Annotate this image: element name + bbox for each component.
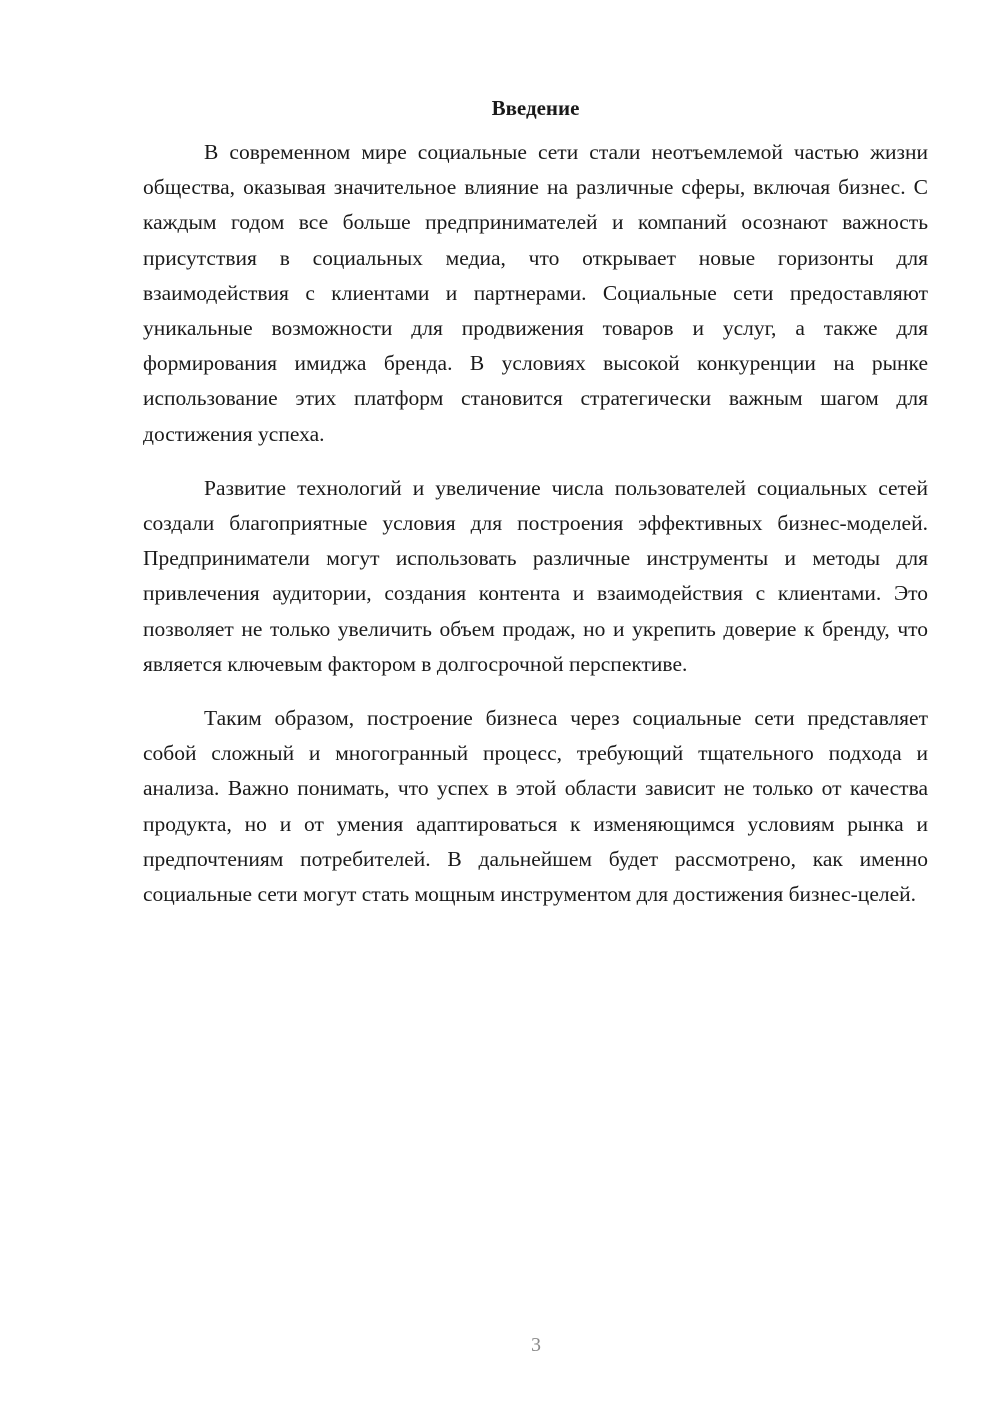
paragraph-3: Таким образом, построение бизнеса через социальные сети представляет собой сложный и многогранный процесс, требующий тщательного подхода и анализа. Важно понимать, что успех в этой области зависит не только от качества продукта, но и от умения адаптироваться к изменяющимся условиям рынка и предпочтениям потребителей. В дальнейшем будет рассмотрено, как именно социальные сети могут стать мощным инструментом для достижения бизнес-целей. — [143, 706, 928, 907]
page-content — [143, 92, 928, 931]
section-title: Введение — [491, 96, 580, 120]
paragraph-1: В современном мире социальные сети стали неотъемлемой частью жизни общества, оказывая значительное влияние на различные сферы, включая бизнес. С каждым годом все больше предпринимателей и компаний осознают важность присутствия в социальных медиа, что открывает новые горизонты для взаимодействия с клиентами и партнерами. Социальные сети предоставляют уникальные возможности для продвижения товаров и услуг, а также для формирования имиджа бренда. В условиях высокой конкуренции на рынке использование этих платформ становится стратегически важным шагом для достижения успеха. — [143, 140, 928, 446]
paragraph-2: Развитие технологий и увеличение числа пользователей социальных сетей создали благоприятные условия для построения эффективных бизнес-моделей. Предприниматели могут использовать различные инструменты и методы для привлечения аудитории, создания контента и взаимодействия с клиентами. Это позволяет не только увеличить объем продаж, но и укрепить доверие к бренду, что является ключевым фактором в долгосрочной перспективе. — [143, 475, 928, 676]
page-number: 3 — [531, 1334, 541, 1356]
